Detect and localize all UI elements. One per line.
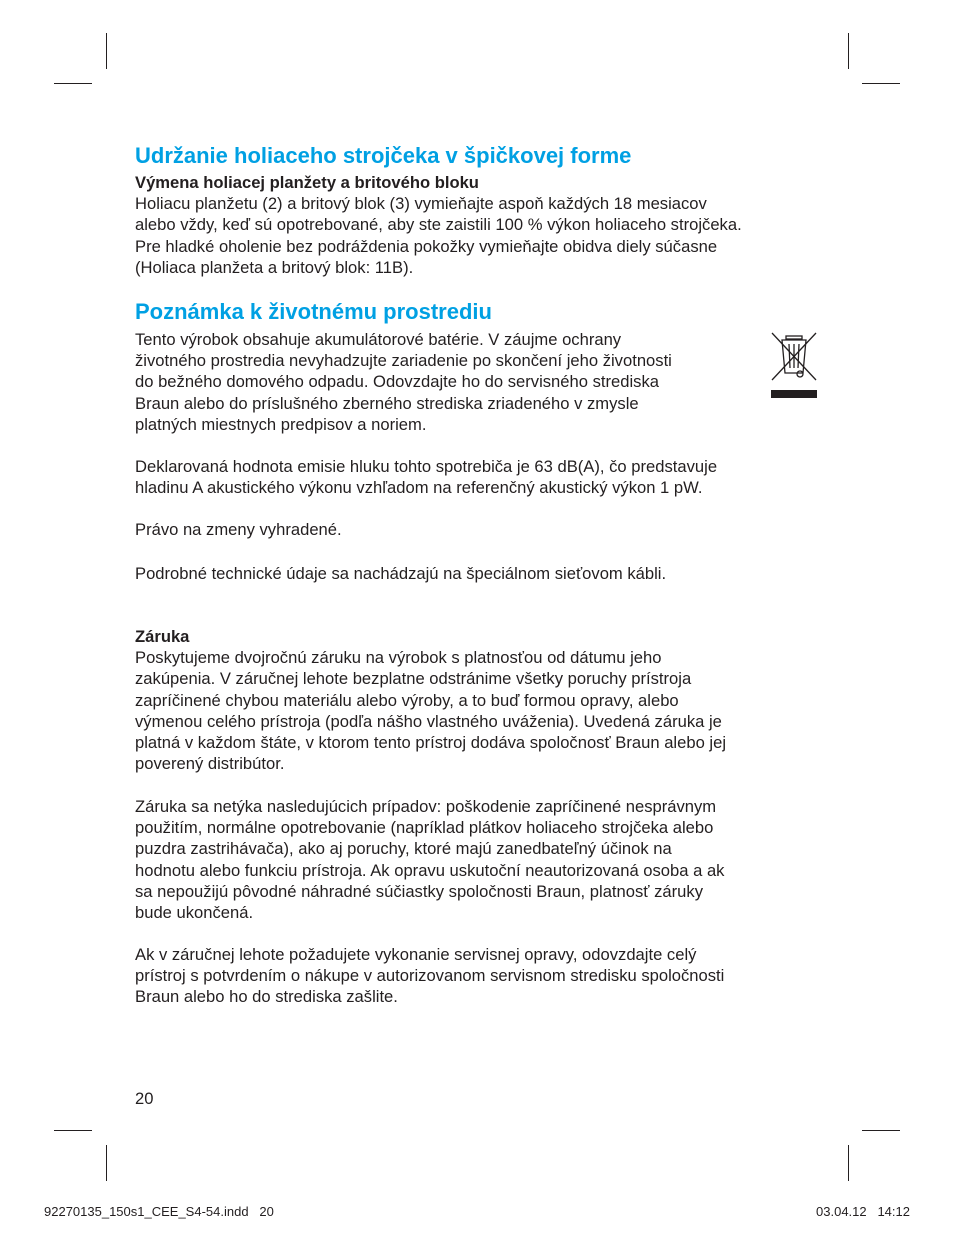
subheading-replacement: Výmena holiacej planžety a britového bloku <box>135 173 479 192</box>
text-line: Ak v záručnej lehote požadujete vykonanie servisnej opravy, odovzdajte celý <box>135 945 697 964</box>
warranty-body <box>135 626 835 774</box>
text-line: Deklarovaná hodnota emisie hluku tohto spotrebiča je 63 dB(A), čo predstavuje <box>135 457 718 476</box>
text-line: Braun alebo ho do strediska zašlite. <box>135 987 398 1007</box>
text-line: Pre hladké oholenie bez podráždenia pokožky vymieňajte obidva diely súčasne <box>135 236 718 256</box>
footer-file-info: 92270135_150s1_CEE_S4-54.indd 20 <box>44 1204 274 1219</box>
crop-mark <box>848 1145 849 1181</box>
section-heading-maintenance: Udržanie holiaceho strojčeka v špičkovej forme <box>135 143 632 168</box>
text-line: platná v každom štáte, v ktorom tento prístroj dodáva spoločnosť Braun alebo jej <box>135 733 727 753</box>
text-line: puzdra zastrihávača), ako aj poruchy, ktoré majú zanedbateľný účinok na <box>135 839 672 859</box>
noise-statement <box>135 456 835 498</box>
text-line: životného prostredia nevyhadzujte zariadenie po skončení jeho životnosti <box>135 351 672 371</box>
text-line: zakúpenia. V záručnej lehote bezplatne odstránime všetky poruchy prístroja <box>135 669 692 689</box>
weee-crossed-bin-icon <box>769 330 819 400</box>
crop-mark <box>54 83 92 84</box>
text-line: sa nepoužijú pôvodné náhradné súčiastky spoločnosti Braun, platnosť záruky <box>135 881 703 901</box>
crop-mark <box>862 1130 900 1131</box>
text-line: bude ukončená. <box>135 903 254 923</box>
warranty-exclusions <box>135 796 835 923</box>
text-line: (Holiaca planžeta a britový blok: 11B). <box>135 257 414 277</box>
text-line: hladinu A akustického výkonu vzhľadom na referenčný akustický výkon 1 pW. <box>135 478 703 498</box>
text-line: Braun alebo do príslušného zberného strediska zriadeného v zmysle <box>135 393 639 413</box>
maintenance-body <box>135 172 835 278</box>
text-line: alebo vždy, keď sú opotrebované, aby ste zaistili 100 % výkon holiaceho strojčeka. <box>135 215 742 235</box>
page-number: 20 <box>135 1089 154 1108</box>
environment-body <box>135 329 835 435</box>
text-line: výmenou celého prístroja (podľa nášho vlastného uváženia). Uvedená záruka je <box>135 711 722 731</box>
text-line: Poskytujeme dvojročnú záruku na výrobok s platnosťou od dátumu jeho <box>135 648 662 668</box>
text-line: Záruka sa netýka nasledujúcich prípadov: poškodenie zapríčinené nesprávnym <box>135 797 717 816</box>
text-line: poverený distribútor. <box>135 754 285 774</box>
crop-mark <box>54 1130 92 1131</box>
section-heading-environment: Poznámka k životnému prostrediu <box>135 299 492 324</box>
tech-data-statement: Podrobné technické údaje sa nachádzajú na špeciálnom sieťovom kábli. <box>135 564 667 583</box>
text-line: zapríčinené chybou materiálu alebo výroby, a to buď formou opravy, alebo <box>135 690 679 710</box>
crop-mark <box>862 83 900 84</box>
text-line: platných miestnych predpisov a noriem. <box>135 414 427 434</box>
text-line: do bežného domového odpadu. Odovzdajte ho do servisného strediska <box>135 372 659 392</box>
changes-statement: Právo na zmeny vyhradené. <box>135 520 342 539</box>
text-line: hodnotu alebo funkciu prístroja. Ak opravu uskutoční neautorizovaná osoba a ak <box>135 860 725 880</box>
text-line: Holiacu planžetu (2) a britový blok (3) vymieňajte aspoň každých 18 mesiacov <box>135 194 707 214</box>
crop-mark <box>106 1145 107 1181</box>
text-line: Tento výrobok obsahuje akumulátorové batérie. V záujme ochrany <box>135 330 622 349</box>
text-line: použitím, normálne opotrebovanie (napríklad plátkov holiaceho strojčeka alebo <box>135 818 714 838</box>
warranty-heading: Záruka <box>135 627 190 646</box>
text-line: prístroj s potvrdením o nákupe v autorizovanom servisnom stredisku spoločnosti <box>135 966 725 986</box>
footer-date: 03.04.12 14:12 <box>816 1204 910 1219</box>
warranty-service <box>135 944 835 1008</box>
crop-mark <box>848 33 849 69</box>
crop-mark <box>106 33 107 69</box>
